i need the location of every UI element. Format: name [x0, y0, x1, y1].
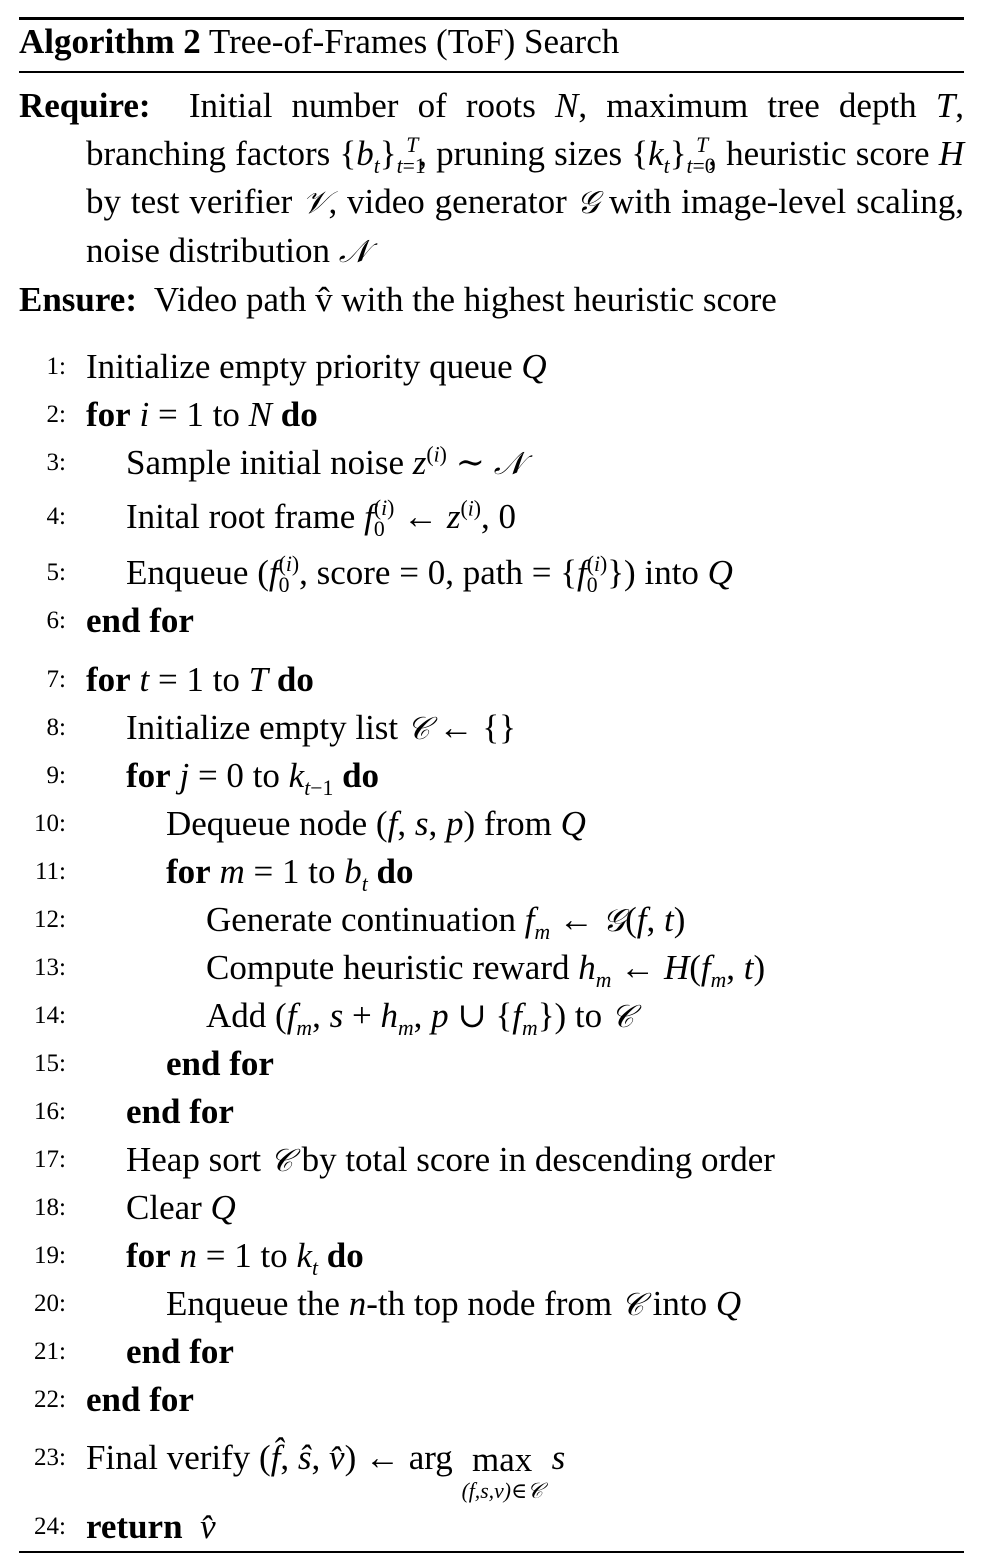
line-number: 1: [46, 353, 66, 380]
line-number: 7: [46, 666, 66, 693]
line-number: 13: [34, 954, 66, 981]
require-clause: Require: Initial number of roots N, maximum tree depth T, branching factors $\{b_t\}_{t=1}^T$, pruning sizes $\{k_t\}_{t=0}^T$, heuristic score H by test verifier 𝒱, video generator 𝒢 with image-level scaling, noise distribution 𝒩 [19, 86, 965, 270]
line-number: 16: [34, 1098, 66, 1125]
line-number: 12: [34, 906, 66, 933]
caption-rule [19, 71, 964, 73]
line-number: 2: [46, 401, 66, 428]
line-number: 14: [34, 1002, 66, 1029]
ensure-label: Ensure: [19, 280, 137, 319]
line-number: 21: [34, 1338, 66, 1365]
line-number: 3: [46, 449, 66, 476]
line-number: 20: [34, 1290, 66, 1317]
line-number: 15: [34, 1050, 66, 1077]
line-number: 11: [34, 858, 66, 885]
line-number: 22: [34, 1386, 66, 1413]
require-ensure-block [19, 82, 964, 324]
require-label: Require: [19, 86, 151, 125]
line-number: 19: [34, 1242, 66, 1269]
line-number: 24: [34, 1513, 66, 1540]
algorithm-label: Algorithm 2 [19, 22, 201, 61]
line-number: 8: [46, 714, 66, 741]
line-number: 10: [34, 810, 66, 837]
line-number: 4: [46, 503, 66, 530]
line-number: 23: [34, 1444, 66, 1471]
line-number: 9: [46, 762, 66, 789]
ensure-clause: Ensure: Video path v̂ with the highest heuristic score [19, 280, 777, 319]
line-number: 18: [34, 1194, 66, 1221]
top-rule [19, 17, 964, 20]
algorithm-caption [19, 22, 619, 62]
bottom-rule [19, 1551, 964, 1553]
algorithm-title: Tree-of-Frames (ToF) Search [208, 22, 620, 61]
line-number: 5: [46, 559, 66, 586]
line-number: 17: [34, 1146, 66, 1173]
line-number: 6: [46, 607, 66, 634]
